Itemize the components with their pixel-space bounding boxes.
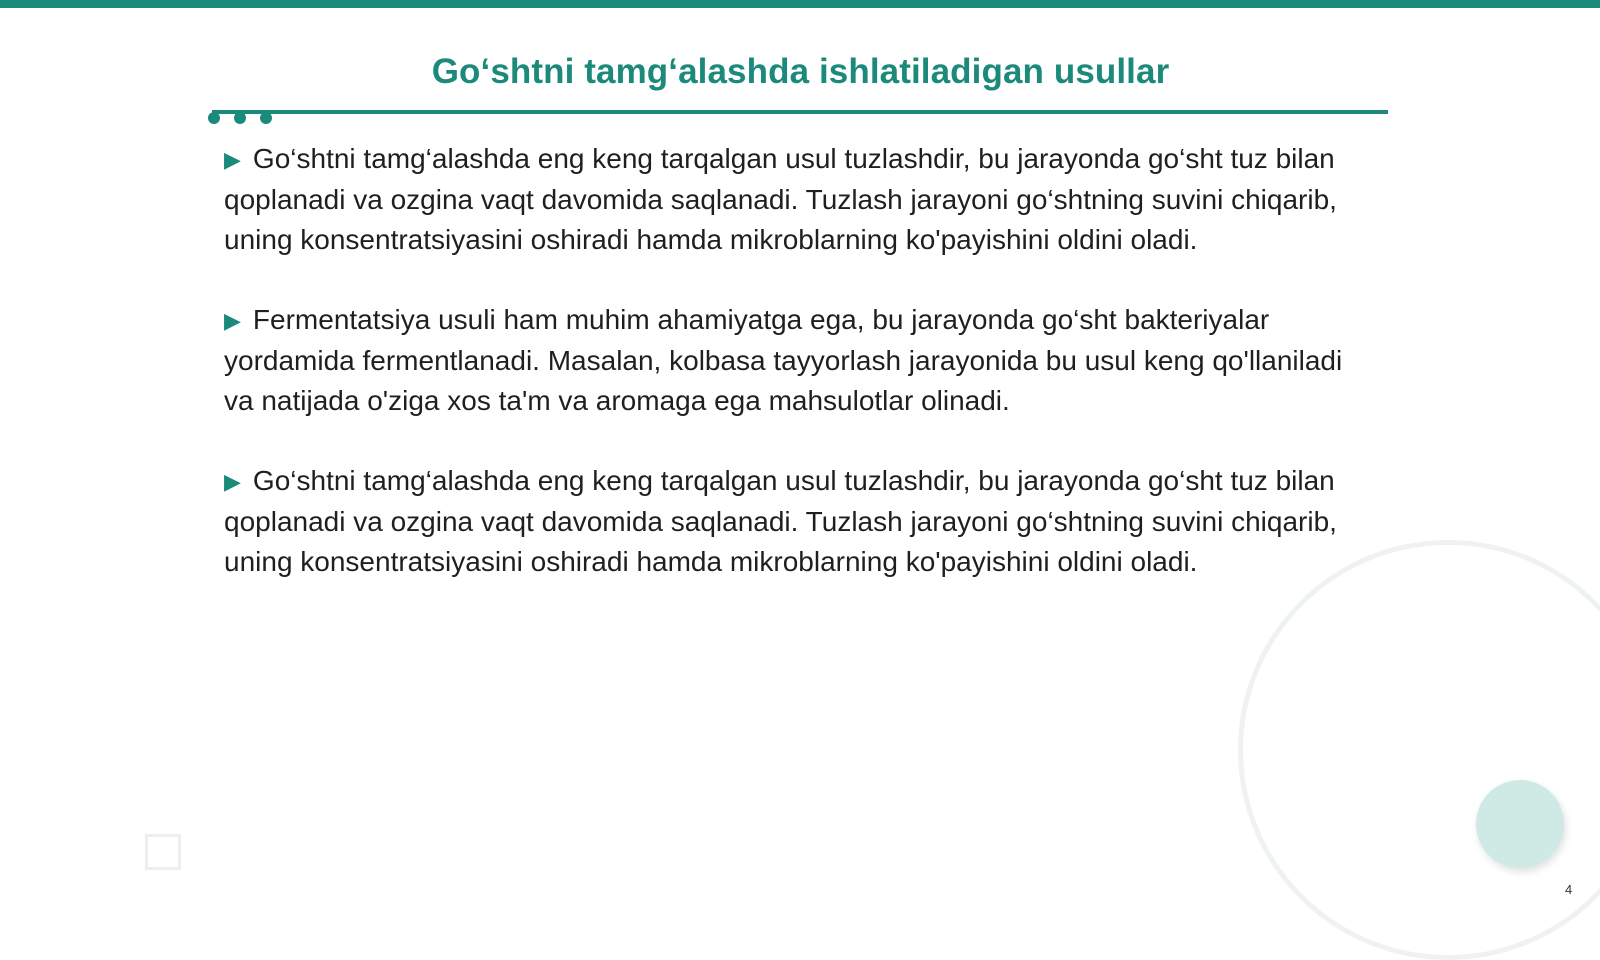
bullet-text-1: Go‘shtni tamg‘alashda eng keng tarqalgan usul tuzlashdir, bu jarayonda go‘sht tuz bilan qoplanadi va ozgina vaqt davomida saqlanadi. Tuzlash jarayoni go‘shtning suvini chiqarib, uning konsentratsiyasini oshiradi hamda mikroblarning ko'payishini oldini oladi. [224, 143, 1337, 255]
triangle-right-icon: ▶ [224, 308, 241, 333]
bullet-paragraph-2 [224, 300, 1374, 421]
triangle-right-icon: ▶ [224, 469, 241, 494]
bullet-paragraph-3 [224, 461, 1374, 582]
decor-dot-2 [234, 112, 246, 124]
decor-square-outline [145, 834, 181, 870]
bullet-paragraph-1 [224, 139, 1374, 260]
bullet-text-2: Fermentatsiya usuli ham muhim ahamiyatga ega, bu jarayonda go‘sht bakteriyalar yordamida fermentlanadi. Masalan, kolbasa tayyorlash jarayonida bu usul keng qo'llaniladi va natijada o'ziga xos ta'm va aromaga ega mahsulotlar olinadi. [224, 304, 1343, 416]
title-underline [212, 110, 1388, 114]
bullet-list [224, 139, 1374, 622]
decor-dot-1 [208, 112, 220, 124]
slide-title: Go‘shtni tamg‘alashda ishlatiladigan usullar [431, 52, 1170, 91]
decor-accent-circle [1476, 780, 1564, 868]
top-accent-band [0, 0, 1600, 8]
decor-dot-3 [260, 112, 272, 124]
triangle-right-icon: ▶ [224, 147, 241, 172]
bullet-text-3: Go‘shtni tamg‘alashda eng keng tarqalgan usul tuzlashdir, bu jarayonda go‘sht tuz bilan qoplanadi va ozgina vaqt davomida saqlanadi. Tuzlash jarayoni go‘shtning suvini chiqarib, uning konsentratsiyasini oshiradi hamda mikroblarning ko'payishini oldini oladi. [224, 465, 1337, 577]
page-number: 4 [1565, 882, 1573, 897]
